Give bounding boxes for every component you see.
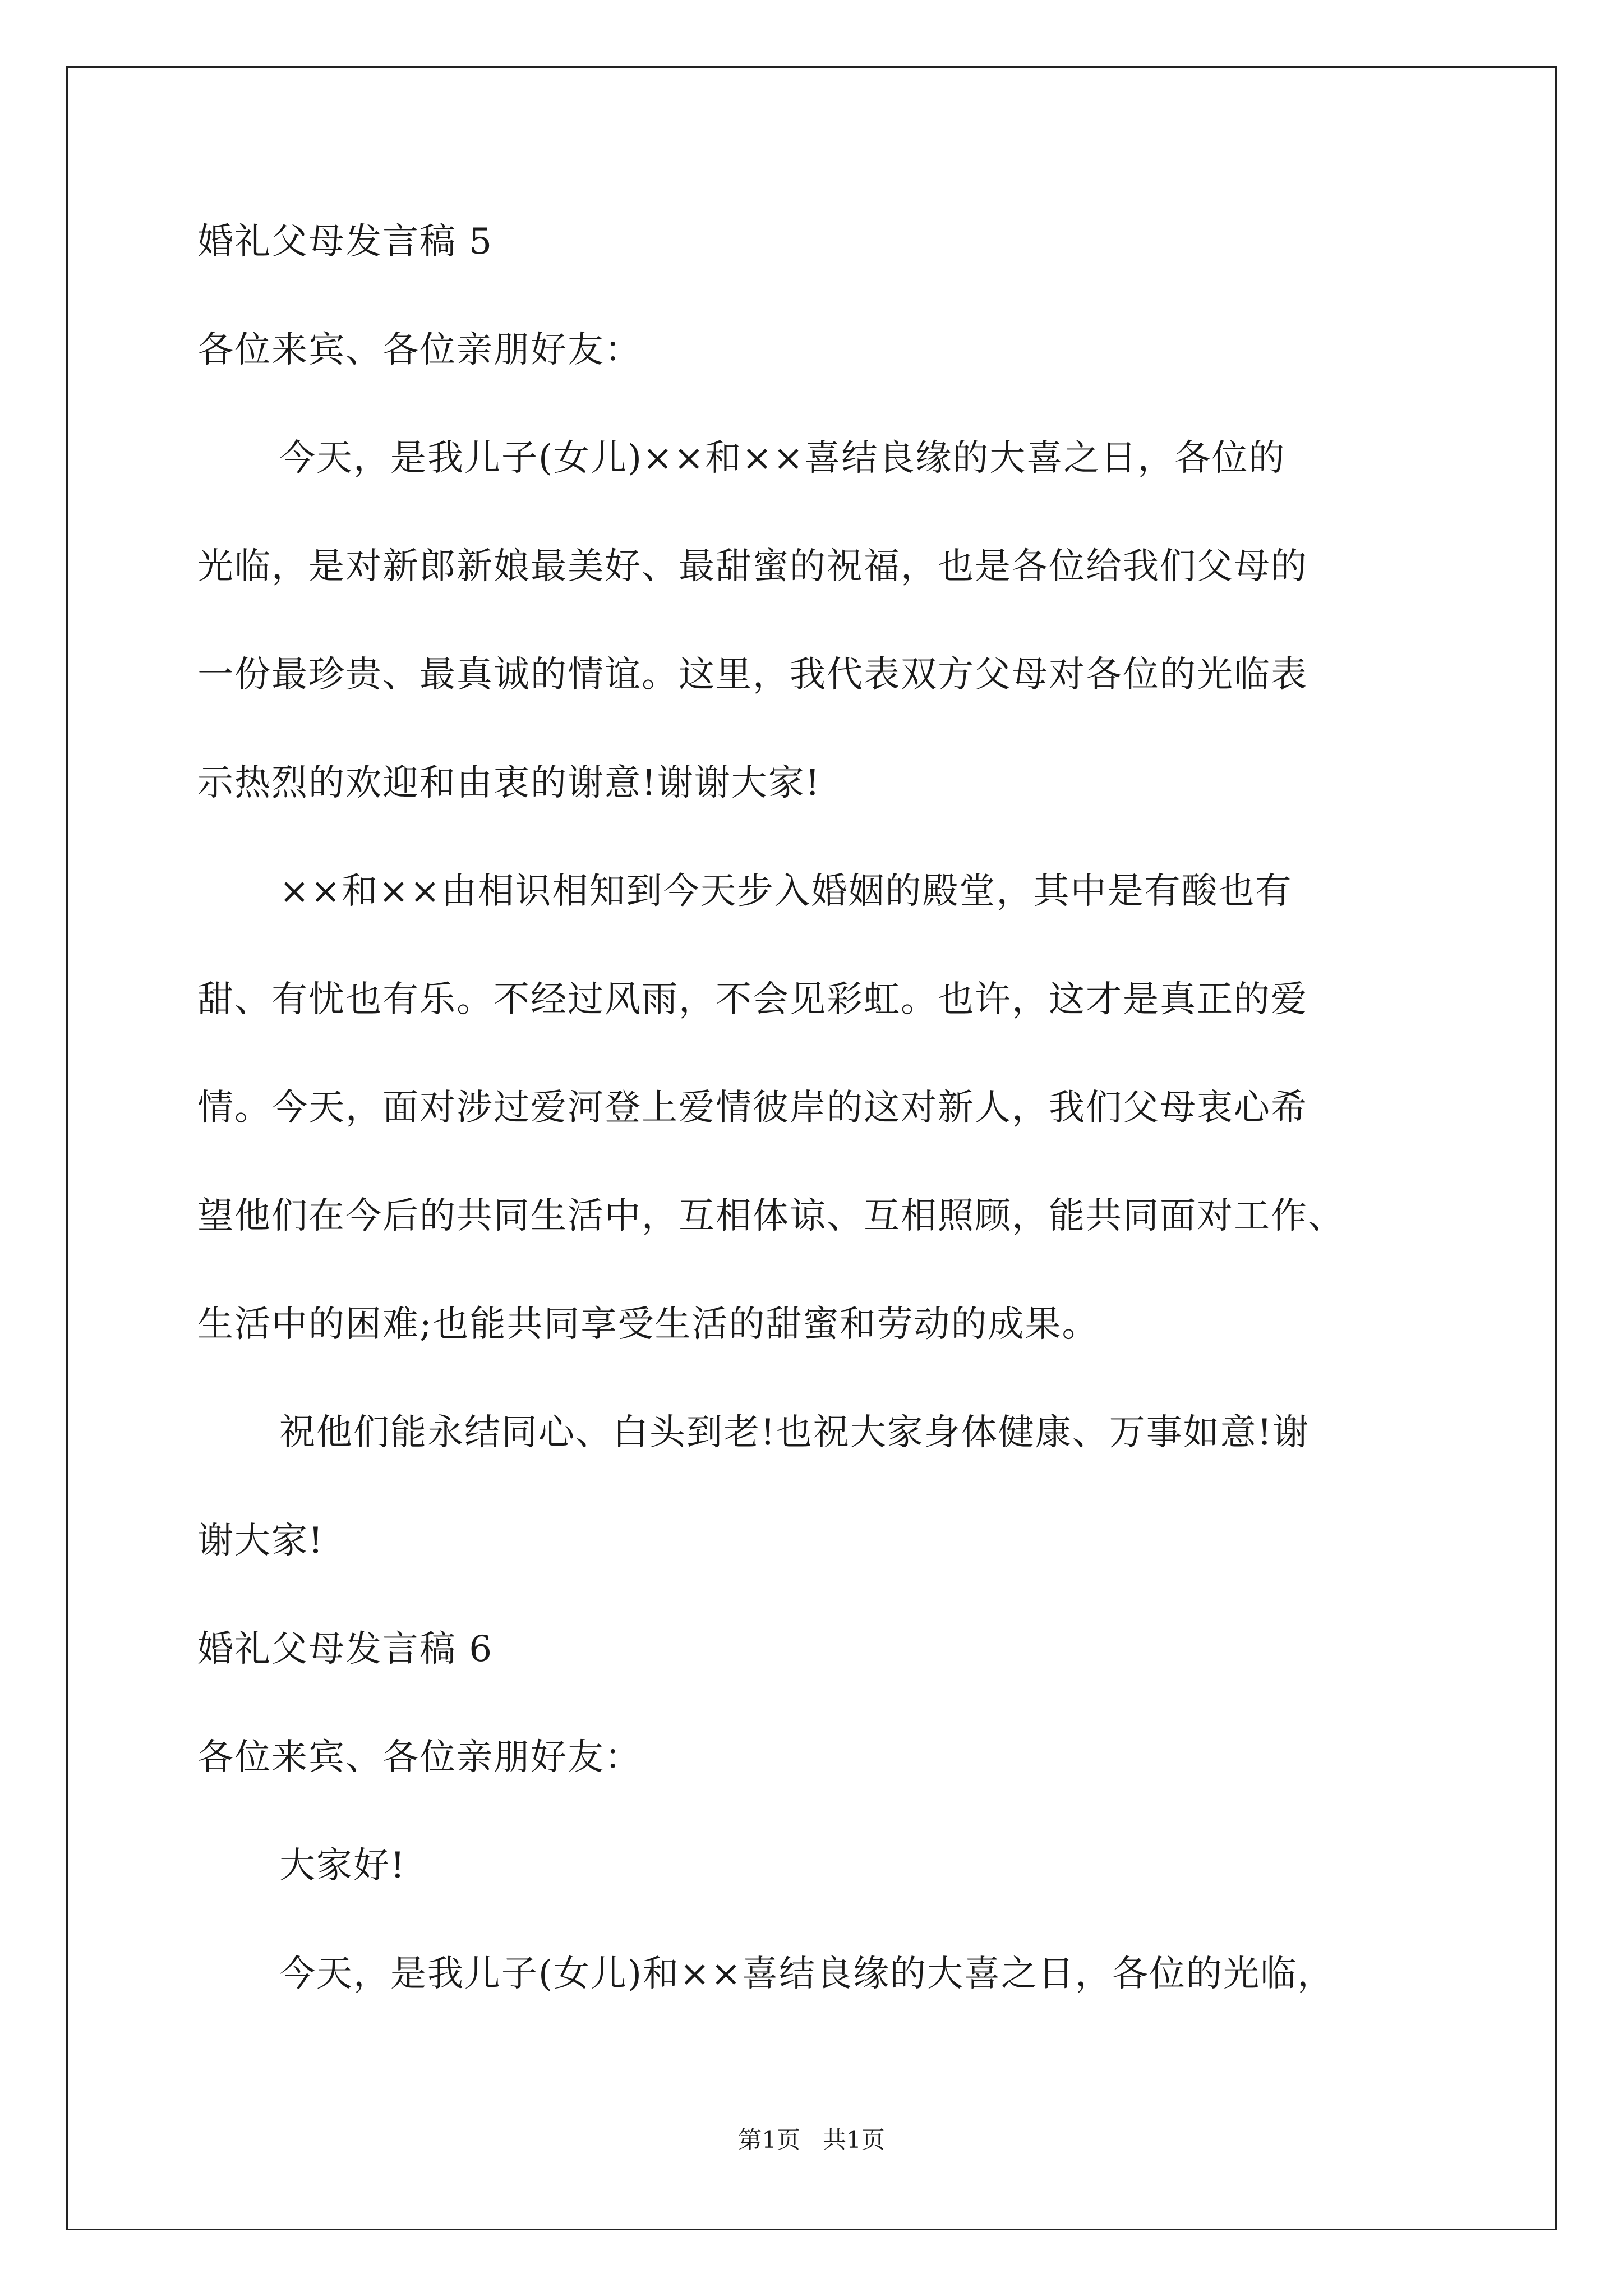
paragraph-line: 望他们在今后的共同生活中，互相体谅、互相照顾，能共同面对工作、 (197, 1195, 1345, 1237)
page-footer (0, 2126, 1623, 2154)
page-border (66, 66, 1557, 2230)
paragraph-line: 谢大家! (197, 1520, 324, 1562)
section-title: 婚礼父母发言稿 6 (197, 1628, 494, 1670)
salutation: 各位来宾、各位亲朋好友： (197, 329, 642, 371)
paragraph-line: 今天，是我儿子(女儿)和××喜结良缘的大喜之日，各位的光临， (279, 1953, 1335, 1995)
page-indicator: 第1页 共1页 (738, 2126, 885, 2154)
paragraph-line: 生活中的困难;也能共同享受生活的甜蜜和劳动的成果。 (197, 1304, 1099, 1345)
paragraph-line: 示热烈的欢迎和由衷的谢意!谢谢大家! (197, 762, 821, 804)
paragraph-line: 甜、有忧也有乐。不经过风雨，不会见彩虹。也许，这才是真正的爱 (197, 979, 1308, 1020)
section-title: 婚礼父母发言稿 5 (197, 221, 494, 263)
paragraph-line: 光临，是对新郎新娘最美好、最甜蜜的祝福，也是各位给我们父母的 (197, 546, 1308, 587)
paragraph-line: ××和××由相识相知到今天步入婚姻的殿堂，其中是有酸也有 (279, 871, 1293, 912)
paragraph-line: 情。今天，面对涉过爱河登上爱情彼岸的这对新人，我们父母衷心希 (197, 1087, 1308, 1129)
greeting: 大家好! (279, 1845, 406, 1887)
paragraph-line: 今天，是我儿子(女儿)××和××喜结良缘的大喜之日，各位的 (279, 438, 1286, 479)
salutation: 各位来宾、各位亲朋好友： (197, 1737, 642, 1778)
paragraph-line: 一份最珍贵、最真诚的情谊。这里，我代表双方父母对各位的光临表 (197, 654, 1308, 696)
paragraph-line: 祝他们能永结同心、白头到老!也祝大家身体健康、万事如意!谢 (279, 1412, 1310, 1453)
